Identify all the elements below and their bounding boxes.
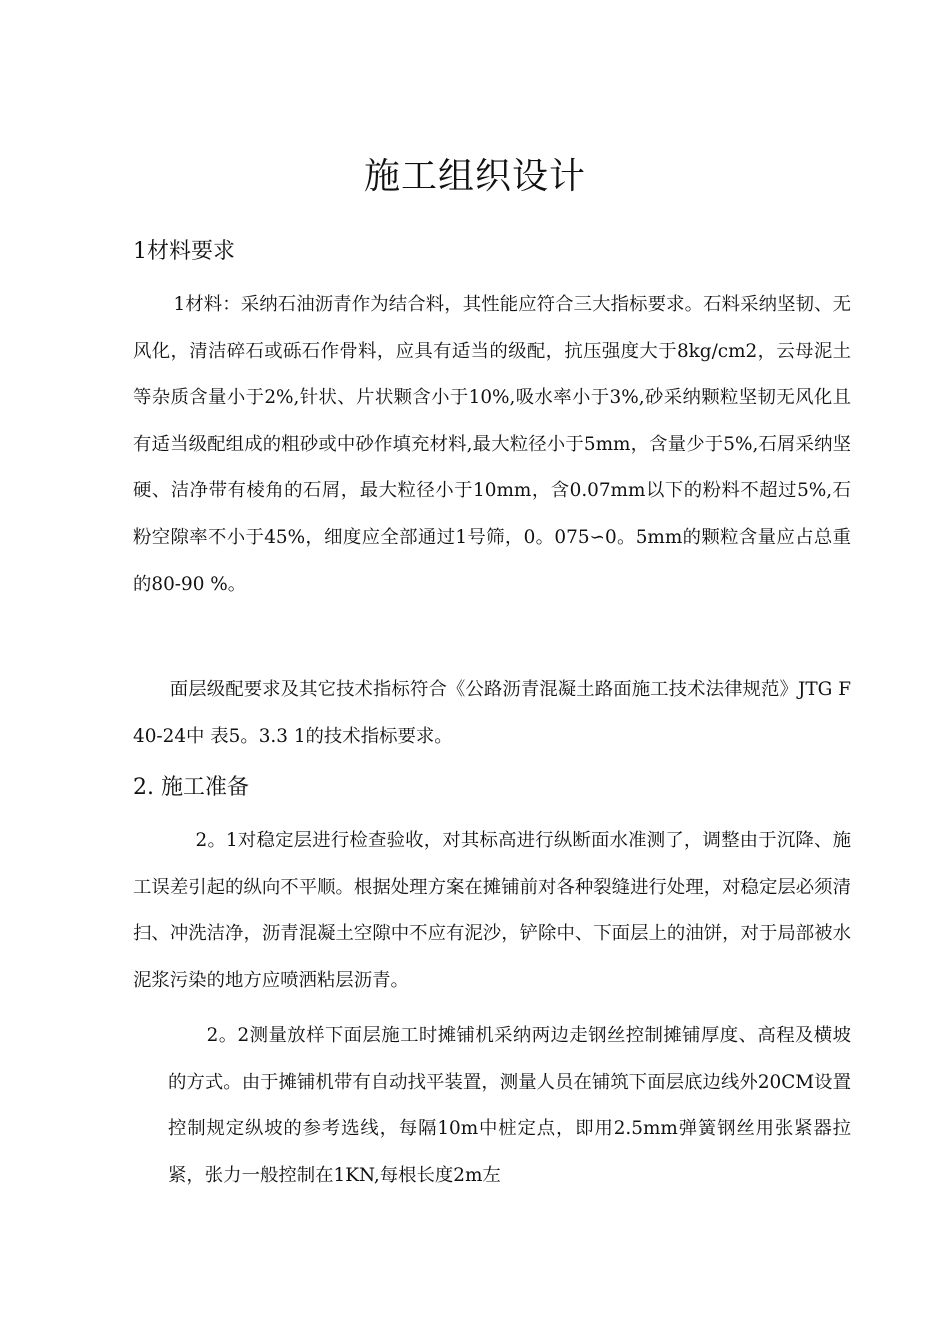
paragraph-survey: 2。2测量放样下面层施工时摊铺机采纳两边走钢丝控制摊铺厚度、高程及横坡的方式。由于摊铺机带有自动找平装置，测量人员在铺筑下面层底边线外20CM设置控制规定纵坡的参考选线，每隔10m中桩定点，即用2.5mm弹簧钢丝用张紧器拉紧，张力一般控制在1KN,每根长度2m左 [168, 1025, 851, 1186]
document-title: 施工组织设计 [363, 156, 586, 197]
section-heading-preparation: 2. 施工准备 [133, 775, 249, 800]
section-heading-materials: 1材料要求 [133, 239, 235, 264]
paragraph-inspection: 2。1对稳定层进行检查验收，对其标高进行纵断面水准测了，调整由于沉降、施工误差引起的纵向不平顺。根据处理方案在摊铺前对各种裂缝进行处理，对稳定层必须清扫、冲洗洁净，沥青混凝土空隙中不应有泥沙，铲除中、下面层上的油饼，对于局部被水泥浆污染的地方应喷洒粘层沥青。 [133, 830, 851, 991]
paragraph-gradation: 面层级配要求及其它技术指标符合《公路沥青混凝土路面施工技术法律规范》JTG F40-24中 表5。3.3 1的技术指标要求。 [133, 679, 851, 747]
paragraph-materials: 1材料：采纳石油沥青作为结合料，其性能应符合三大指标要求。石料采纳坚韧、无风化，清洁碎石或砾石作骨料，应具有适当的级配，抗压强度大于8kg/cm2，云母泥土等杂质含量小于2%,针状、片状颗含小于10%,吸水率小于3%,砂采纳颗粒坚韧无风化且有适当级配组成的粗砂或中砂作填充材料,最大粒径小于5mm，含量少于5%,石屑采纳坚硬、洁净带有棱角的石屑，最大粒径小于10mm，含0.07mm以下的粉料不超过5%,石粉空隙率不小于45%，细度应全部通过1号筛，0。075∽0。5mm的颗粒含量应占总重的80-90 %。 [133, 294, 851, 595]
